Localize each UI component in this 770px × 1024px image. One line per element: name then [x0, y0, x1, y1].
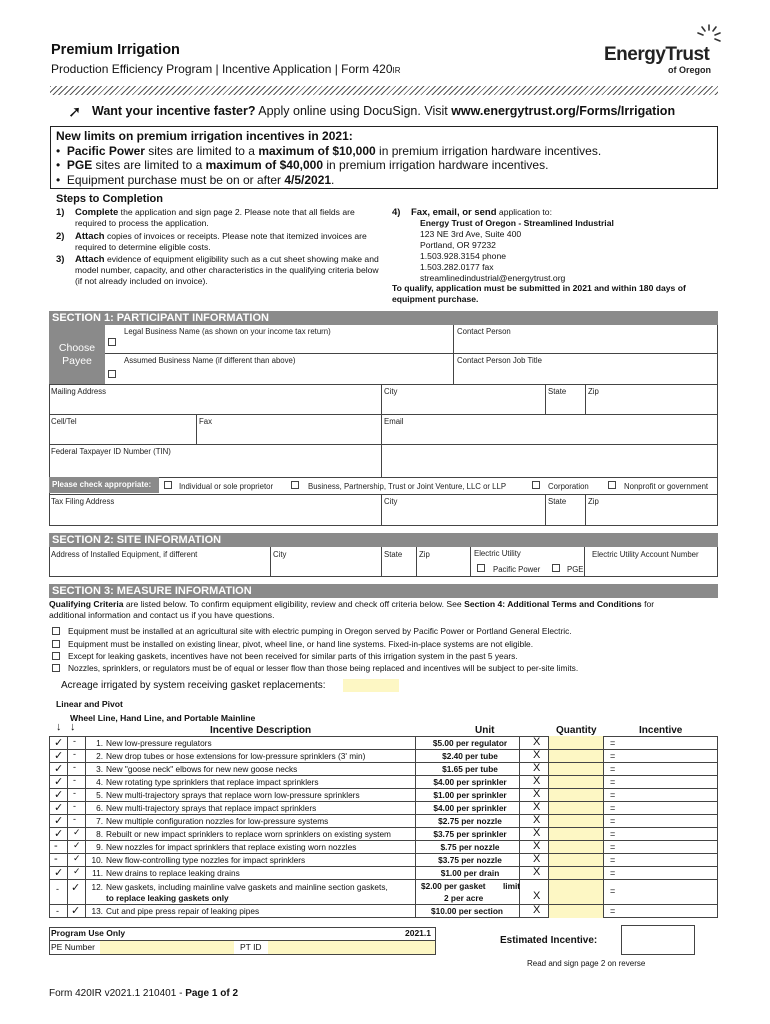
row-equals: =: [610, 751, 616, 761]
table-row: [49, 788, 649, 801]
row-times: X: [533, 749, 541, 761]
row-check-wheel: -: [73, 749, 76, 759]
city2-label: City: [384, 497, 398, 506]
row-number: 9.: [96, 842, 103, 852]
email-label: Email: [384, 417, 404, 426]
row-description: New multi-trajectory sprays that replace worn low-pressure sprinklers: [106, 790, 360, 800]
row-check-wheel: -: [73, 801, 76, 811]
row13-eq: =: [610, 906, 616, 916]
row-equals: =: [610, 816, 616, 826]
zip2-label: Zip: [588, 497, 599, 506]
row-equals: =: [610, 803, 616, 813]
row-equals: =: [610, 829, 616, 839]
table-row: [49, 866, 649, 879]
row12-limit: limit: [503, 881, 521, 891]
row-check-linear: ✓: [54, 789, 64, 801]
choose-payee-label: Choose Payee: [49, 325, 105, 384]
assumed-name-label: Assumed Business Name (if different than above): [124, 356, 296, 365]
tin-label: Federal Taxpayer ID Number (TIN): [51, 447, 171, 456]
section3-heading: SECTION 3: MEASURE INFORMATION: [49, 584, 718, 598]
row-equals: =: [610, 764, 616, 774]
step-4: 4) Fax, email, or send application to:: [392, 207, 552, 218]
row-times: X: [533, 801, 541, 813]
limits-line-1: • Pacific Power sites are limited to a maximum of $10,000 in premium irrigation hardware incentives.: [56, 143, 602, 158]
table-row: [49, 736, 649, 749]
row-check-wheel: -: [73, 762, 76, 772]
row-check-wheel: ✓: [73, 827, 81, 837]
row-times: X: [533, 853, 541, 865]
criteria-checkbox-1[interactable]: [52, 627, 60, 635]
row13-unit: $10.00 per section: [431, 906, 503, 916]
installed-address-label: Address of Installed Equipment, if different: [51, 550, 198, 559]
site-city-label: City: [273, 550, 287, 559]
row-number: 1.: [96, 738, 103, 748]
wheel-line-label: Wheel Line, Hand Line, and Portable Mainline: [70, 713, 256, 723]
row-number: 10.: [91, 855, 103, 865]
electric-utility-label: Electric Utility: [474, 549, 521, 558]
row-times: X: [533, 775, 541, 787]
docusign-bold: Want your incentive faster?: [92, 104, 256, 118]
col-incentive-header: Incentive: [639, 725, 683, 736]
section2-heading: SECTION 2: SITE INFORMATION: [49, 533, 718, 547]
logo-brand: EnergyTrust: [604, 44, 710, 65]
corporation-label: Corporation: [548, 482, 589, 491]
linear-pivot-label: Linear and Pivot: [56, 699, 123, 709]
row12-num: 12.: [91, 882, 103, 892]
step-2: 2) Attach copies of invoices or receipts. Please note that itemized invoices are required to determine eligible costs.: [56, 231, 367, 253]
row-times: X: [533, 736, 541, 748]
row-number: 7.: [96, 816, 103, 826]
pge-checkbox[interactable]: [552, 564, 560, 572]
row-unit: $4.00 per sprinkler: [433, 803, 507, 813]
row-check-linear: ✓: [54, 867, 64, 879]
pacific-power-label: Pacific Power: [493, 565, 541, 574]
row-equals: =: [610, 855, 616, 865]
row-unit: $1.00 per drain: [440, 868, 500, 878]
row-equals: =: [610, 738, 616, 748]
row13-desc: Cut and pipe press repair of leaking pipes: [106, 906, 260, 916]
acreage-input[interactable]: [343, 679, 399, 692]
row-check-wheel: -: [73, 814, 76, 824]
limits-box: [50, 126, 718, 189]
row-equals: =: [610, 842, 616, 852]
row-unit: $1.65 per tube: [442, 764, 498, 774]
row-equals: =: [610, 790, 616, 800]
row-description: New multi-trajectory sprays that replace impact sprinklers: [106, 803, 317, 813]
subtitle-suffix: IR: [392, 66, 401, 75]
docusign-text: Apply online using DocuSign. Visit: [255, 104, 452, 118]
row-check-linear: -: [54, 840, 58, 852]
fax-label: Fax: [199, 417, 212, 426]
row-times: X: [533, 866, 541, 878]
row12-unit1: $2.00 per gasket: [421, 881, 486, 891]
row-description: New low-pressure regulators: [106, 738, 212, 748]
account-number-label: Electric Utility Account Number: [592, 550, 699, 559]
table-row: [49, 814, 649, 827]
page-footer: Form 420IR v2021.1 210401 - Page 1 of 2: [49, 988, 239, 999]
row-check-linear: -: [54, 853, 58, 865]
row-description: New nozzles for impact sprinklers that replace existing worn nozzles: [106, 842, 357, 852]
row-unit: $2.40 per tube: [442, 751, 498, 761]
col-desc-header: Incentive Description: [210, 725, 312, 736]
row-description: Rebuilt or new impact sprinklers to replace worn sprinklers on existing system: [106, 829, 391, 839]
form-title: Premium Irrigation: [51, 42, 180, 58]
limits-line-2: • PGE sites are limited to a maximum of $40,000 in premium irrigation hardware incentives.: [56, 158, 549, 172]
row-check-linear: ✓: [54, 763, 64, 775]
site-zip-label: Zip: [419, 550, 430, 559]
city-label: City: [384, 387, 398, 396]
estimated-incentive-label: Estimated Incentive:: [500, 935, 598, 946]
down-arrow-icon: ↓: [70, 721, 76, 733]
limits-heading: New limits on premium irrigation incentives in 2021:: [56, 129, 353, 143]
row-unit: $4.00 per sprinkler: [433, 777, 507, 787]
plane-arrow-icon: ➚: [68, 104, 82, 121]
read-sign-note: Read and sign page 2 on reverse: [527, 959, 646, 968]
steps-heading: Steps to Completion: [56, 193, 163, 205]
row-check-linear: ✓: [54, 750, 64, 762]
state2-label: State: [548, 497, 567, 506]
nonprofit-checkbox[interactable]: [608, 481, 616, 489]
criteria-3: Except for leaking gaskets, incentives have not been received for similar parts of this irrigation system in the past 5 years.: [68, 651, 518, 661]
form-subtitle: [51, 62, 401, 76]
docusign-banner: [50, 101, 718, 123]
corporation-checkbox[interactable]: [532, 481, 540, 489]
row-equals: =: [610, 868, 616, 878]
table-row: [49, 749, 649, 762]
table-row: [49, 853, 649, 866]
zip-label: Zip: [588, 387, 599, 396]
row-description: New drop tubes or hose extensions for low-pressure sprinklers (3' min): [106, 751, 366, 761]
table-row: [49, 827, 649, 840]
step-3: 3) Attach evidence of equipment eligibility such as a cut sheet showing make and model number, capacity, and other characteristics in the qualifying criteria below (if not already included on invoice).: [56, 254, 379, 287]
row-times: X: [533, 762, 541, 774]
site-state-label: State: [384, 550, 403, 559]
table-row: [49, 801, 649, 814]
individual-checkbox[interactable]: [164, 481, 172, 489]
criteria-checkbox-4[interactable]: [52, 664, 60, 672]
legal-name-label: Legal Business Name (as shown on your income tax return): [124, 327, 331, 336]
pt-id-input[interactable]: [268, 941, 435, 954]
col-unit-header: Unit: [475, 725, 495, 736]
business-checkbox[interactable]: [291, 481, 299, 489]
mailing-address-block: Energy Trust of Oregon - Streamlined Industrial 123 NE 3rd Ave, Suite 400 Portland, OR 97232 1.503.928.3154 phone 1.503.282.0177 fax streamlinedindustrial@energytrust.org: [420, 218, 614, 283]
table-row: [49, 775, 649, 788]
row-check-linear: ✓: [54, 802, 64, 814]
row12-desc2: to replace leaking gaskets only: [106, 893, 229, 903]
cell-label: Cell/Tel: [51, 417, 77, 426]
row-description: New rotating type sprinklers that replace impact sprinklers: [106, 777, 319, 787]
payee-assumed-checkbox[interactable]: [108, 370, 116, 378]
row-number: 5.: [96, 790, 103, 800]
pe-number-label: PE Number: [51, 942, 95, 952]
row-unit: $3.75 per sprinkler: [433, 829, 507, 839]
tax-filing-label: Tax Filing Address: [51, 497, 115, 506]
row12-c2: ✓: [71, 882, 81, 894]
row13-num: 13.: [91, 906, 103, 916]
acreage-label: Acreage irrigated by system receiving gasket replacements:: [61, 680, 326, 691]
row13-c2: ✓: [71, 905, 81, 917]
nonprofit-label: Nonprofit or government: [624, 482, 709, 491]
row-times: X: [533, 827, 541, 839]
row-number: 8.: [96, 829, 103, 839]
row-description: New multiple configuration nozzles for low-pressure systems: [106, 816, 329, 826]
row-unit: $1.00 per sprinkler: [433, 790, 507, 800]
program-use-label: Program Use Only: [51, 928, 126, 938]
row13-x: X: [533, 904, 541, 916]
row12-x: X: [533, 890, 541, 902]
criteria-1: Equipment must be installed at an agricultural site with electric pumping in Oregon served by Pacific Power or Portland General Electric.: [68, 626, 572, 636]
contact-title-label: Contact Person Job Title: [457, 356, 542, 365]
pe-number-input[interactable]: [100, 941, 234, 954]
row-description: New drains to replace leaking drains: [106, 868, 240, 878]
step-1: 1) Complete the application and sign page 2. Please note that all fields are required to process the application.: [56, 207, 355, 229]
logo-sub: of Oregon: [668, 65, 711, 75]
please-check-label: Please check appropriate:: [49, 477, 159, 493]
criteria-checkbox-3[interactable]: [52, 652, 60, 660]
row-number: 2.: [96, 751, 103, 761]
individual-label: Individual or sole proprietor: [179, 482, 274, 491]
criteria-2: Equipment must be installed on existing linear, pivot, wheel line, or hand line systems. Fixed-in-place systems are not eligible.: [68, 639, 534, 649]
row-times: X: [533, 788, 541, 800]
row-check-wheel: ✓: [73, 840, 81, 850]
row-description: New "goose neck" elbows for new new goose necks: [106, 764, 298, 774]
row-check-wheel: -: [73, 788, 76, 798]
row-times: X: [533, 840, 541, 852]
energy-trust-logo: [604, 24, 724, 76]
criteria-4: Nozzles, sprinklers, or regulators must be of equal or lesser flow than those being replaced and incentives will be subject to per-site limits.: [68, 663, 579, 673]
criteria-checkbox-2[interactable]: [52, 640, 60, 648]
row-unit: $2.75 per nozzle: [438, 816, 502, 826]
col-qty-header: Quantity: [556, 725, 597, 736]
contact-email[interactable]: streamlinedindustrial@energytrust.org: [420, 273, 566, 283]
contact-person-label: Contact Person: [457, 327, 511, 336]
row-number: 11.: [92, 868, 103, 878]
limits-line-3: • Equipment purchase must be on or after 4/5/2021.: [56, 172, 335, 187]
table-row: [49, 762, 649, 775]
payee-legal-checkbox[interactable]: [108, 338, 116, 346]
pt-id-label: PT ID: [240, 942, 262, 952]
docusign-link[interactable]: www.energytrust.org/Forms/Irrigation: [451, 104, 676, 118]
estimated-incentive-input[interactable]: [621, 925, 695, 955]
business-label: Business, Partnership, Trust or Joint Venture, LLC or LLP: [308, 482, 507, 491]
subtitle-main: Production Efficiency Program | Incentive Application | Form 420: [51, 62, 393, 76]
down-arrow-icon: ↓: [56, 721, 62, 733]
row-number: 3.: [96, 764, 103, 774]
row12-c1: -: [56, 884, 59, 894]
pacific-power-checkbox[interactable]: [477, 564, 485, 572]
row-unit: $.75 per nozzle: [440, 842, 500, 852]
row-check-wheel: -: [73, 736, 76, 746]
row-unit: $5.00 per regulator: [432, 738, 508, 748]
row-check-linear: ✓: [54, 776, 64, 788]
row12-eq: =: [610, 886, 616, 896]
hatch-divider: [50, 86, 718, 95]
row12-unit2: 2 per acre: [444, 893, 484, 903]
row-number: 6.: [96, 803, 103, 813]
row12-desc1: New gaskets, including mainline valve gaskets and mainline section gaskets,: [106, 882, 388, 892]
pge-label: PGE: [567, 565, 584, 574]
qualify-note: To qualify, application must be submitted in 2021 and within 180 days of equipment purchase.: [392, 283, 686, 304]
row-equals: =: [610, 777, 616, 787]
row-check-wheel: ✓: [73, 866, 81, 876]
row-check-linear: ✓: [54, 828, 64, 840]
table-row: [49, 840, 649, 853]
row-description: New flow-controlling type nozzles for impact sprinklers: [106, 855, 306, 865]
row-check-wheel: ✓: [73, 853, 81, 863]
row-number: 4.: [96, 777, 103, 787]
section1-heading: SECTION 1: PARTICIPANT INFORMATION: [49, 311, 718, 325]
program-version: 2021.1: [405, 928, 431, 938]
row13-c1: -: [56, 906, 59, 916]
mailing-address-label: Mailing Address: [51, 387, 107, 396]
row-times: X: [533, 814, 541, 826]
state-label: State: [548, 387, 567, 396]
row-check-wheel: -: [73, 775, 76, 785]
row-check-linear: ✓: [54, 815, 64, 827]
row-check-linear: ✓: [54, 737, 64, 749]
section3-intro: Qualifying Criteria are listed below. To confirm equipment eligibility, review and check off criteria below. See Section 4: Additional Terms and Conditions for additional information and contact us if you have questions.: [49, 599, 655, 620]
row-unit: $3.75 per nozzle: [438, 855, 502, 865]
